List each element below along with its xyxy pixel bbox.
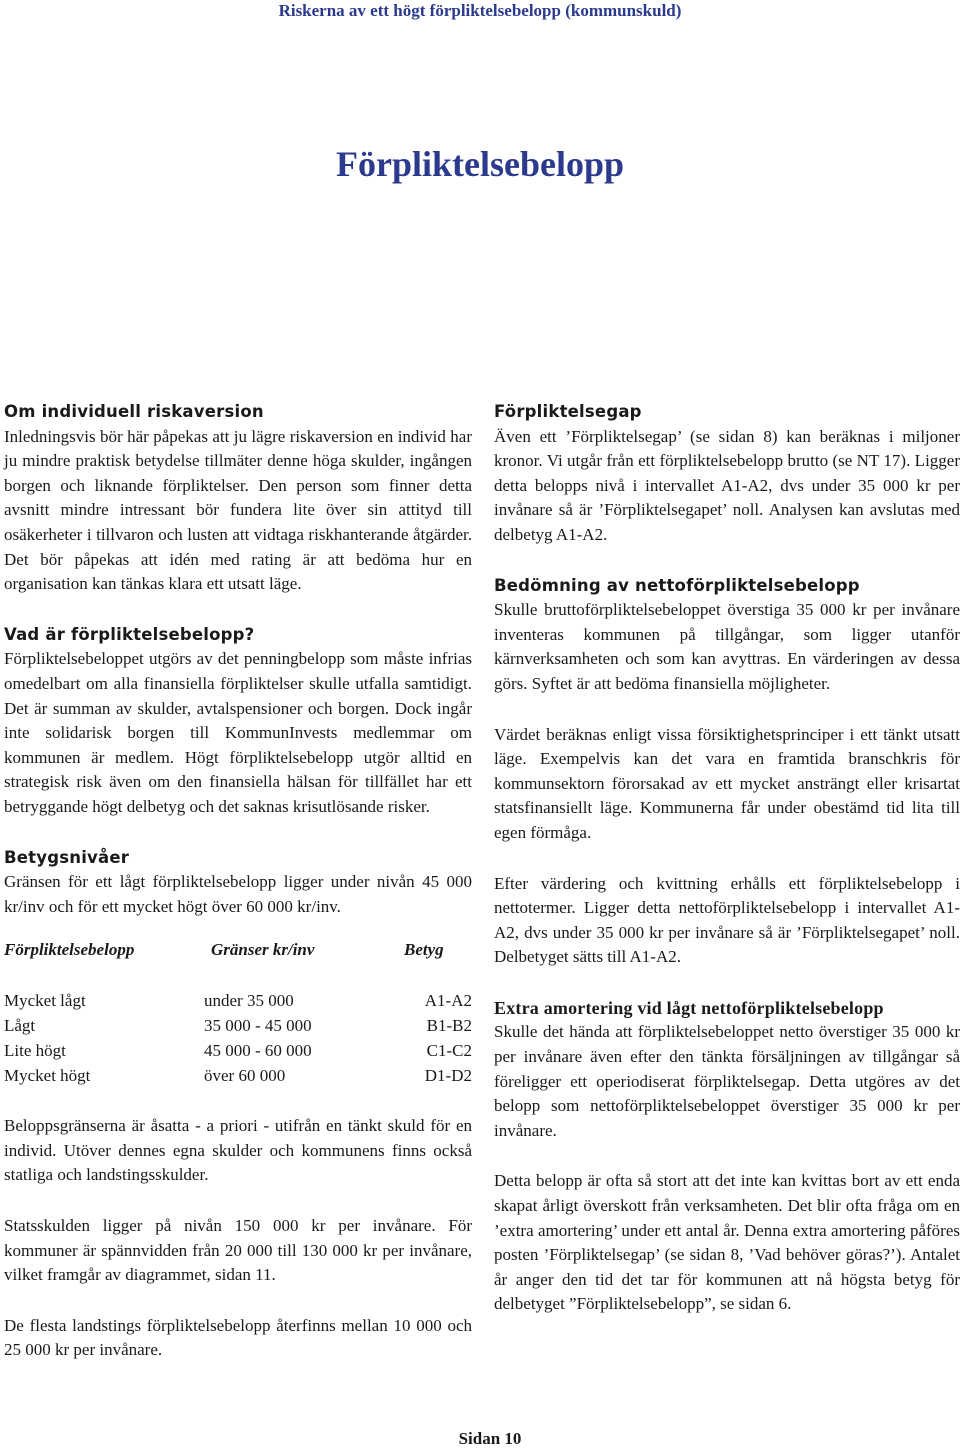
table-cell: 35 000 - 45 000 xyxy=(204,1016,312,1036)
left-column xyxy=(4,400,472,1389)
page-number-text: Sidan 10 xyxy=(458,1429,522,1448)
table-cell: Mycket högt xyxy=(4,1066,91,1086)
paragraph-landsting xyxy=(4,1314,472,1363)
paragraph-text: Värdet beräknas enligt vissa försiktighetsprinciper i ett tänkt utsatt läge. Exempelvis kan det vara en framtida branschkris för kommunsektorn förorsakad av ett mycket ansträngt eller krisartat statsfinansiellt läge. Kommunerna får under obestämd tid lita till egen förmåga. xyxy=(494,724,960,842)
table-cell: under 35 000 xyxy=(204,991,294,1011)
section-forpliktelsegap xyxy=(494,400,960,548)
table-cell: A1-A2 xyxy=(424,991,472,1011)
section-text: Inledningsvis bör här påpekas att ju lägre riskaversion en individ har ju mindre praktisk betydelse tillmäter denne höga skulder, ingången borgen och liknande förpliktelser. Den person som finner detta avsnitt mindre intressant bör fundera lite över sin attityd till osäkerheter i tillvaron och lusten att vidtaga riskhanterande åtgärder. Det bör påpekas att idén med rating är att bedöma hur en organisation kan tänkas klara ett utsatt läge. xyxy=(4,426,472,594)
section-vad-ar xyxy=(4,623,472,820)
grade-table xyxy=(4,937,472,1088)
section-extra-amortering xyxy=(494,996,960,1144)
table-cell: D1-D2 xyxy=(424,1066,472,1086)
section-heading: Betygsnivåer xyxy=(4,847,130,867)
running-header: Riskerna av ett högt förpliktelsebelopp (kommunskuld) xyxy=(278,1,682,20)
paragraph-statsskulden xyxy=(4,1214,472,1288)
table-row xyxy=(4,988,472,1013)
section-heading: Vad är förpliktelsebelopp? xyxy=(4,624,255,644)
section-text: Förpliktelsebeloppet utgörs av det penningbelopp som måste infrias omedelbart om alla finansiella förpliktelser skulle utfalla samtidigt. Det är summan av skulder, avtalspensioner och borgen. Dock ingår inte solidarisk borgen till KommunInvests medlemmar om kommunen är medlem. Högt förpliktelsebelopp utgör alltid en strategisk risk även om den finansiella hälsan för tillfället har ett betryggande högt delbetyg och det saknas krisutlösande risker. xyxy=(4,649,472,816)
table-cell: över 60 000 xyxy=(204,1066,286,1086)
paragraph-text: Statsskulden ligger på nivån 150 000 kr per invånare. För kommuner är spännvidden från 20 000 till 130 000 kr per invånare, vilket framgår av diagrammet, sidan 11. xyxy=(4,1216,472,1285)
section-heading: Extra amortering vid lågt nettoförpliktelsebelopp xyxy=(494,997,884,1018)
paragraph-text: Efter värdering och kvittning erhålls ett förpliktelsebelopp i nettotermer. Ligger detta nettoförpliktelsebelopp i intervallet A1-A2, dvs under 35 000 kr per invånare så är ’Förpliktelsegapet’ noll. Delbetyget sätts till A1-A2. xyxy=(494,873,960,967)
table-cell: C1-C2 xyxy=(426,1041,472,1061)
table-cell: B1-B2 xyxy=(426,1016,472,1036)
paragraph-text: Detta belopp är ofta så stort att det inte kan kvittas bort av ett enda skapat årligt överskott från verksamheten. Det blir ofta fråga om en ’extra amortering’ under ett antal år. Denna extra amortering påföres posten ’Förpliktelsegap’ (se sidan 8, ’Vad behöver göras?’). Antalet år anger den tid det tar för kommunen att nå högsta betyg för delbetyget ”Förpliktelsebelopp”, se sidan 6. xyxy=(494,1171,960,1314)
page-title: Förpliktelsebelopp xyxy=(335,144,625,184)
paragraph-text: Beloppsgränserna är åsatta - a priori - utifrån en tänkt skuld för en individ. Utöver dennes egna skulder och kommunens finns också statliga och landstingsskulder. xyxy=(4,1116,472,1185)
table-cell: Mycket lågt xyxy=(4,991,86,1011)
section-riskaversion xyxy=(4,400,472,597)
table-row xyxy=(4,1038,472,1063)
table-cell: Lite högt xyxy=(4,1041,66,1061)
table-row xyxy=(4,1063,472,1088)
right-column xyxy=(494,400,960,1343)
table-header-cell: Gränser kr/inv xyxy=(211,940,315,960)
section-heading: Förpliktelsegap xyxy=(494,402,642,421)
table-header-row xyxy=(4,937,472,962)
paragraph-detta-belopp xyxy=(494,1169,960,1317)
table-header-cell: Förpliktelsebelopp xyxy=(4,940,135,960)
section-heading: Bedömning av nettoförpliktelsebelopp xyxy=(494,575,860,595)
paragraph-beloppsgranser xyxy=(4,1114,472,1188)
section-text: Även ett ’Förpliktelsegap’ (se sidan 8) kan beräknas i miljoner kronor. Vi utgår från ett förpliktelsebelopp brutto (se NT 17). Ligger detta belopps nivå i intervallet A1-A2, dvs under 35 000 kr per invånare så är ’Förpliktelsegapet’ noll. Analysen kan avslutas med delbetyg A1-A2. xyxy=(494,426,960,544)
section-text: Skulle det hända att förpliktelsebeloppet netto överstiger 35 000 kr per invånare även efter den tänkta försäljningen av tillgångar så föreligger ett operiodiserat förpliktelsegap. Detta utgöres av det belopp som nettoförpliktelsebeloppet överstiger 35 000 kr per invånare. xyxy=(494,1022,960,1140)
section-betygsnivaer xyxy=(4,846,472,920)
paragraph-vardet xyxy=(494,723,960,846)
table-header-cell: Betyg xyxy=(404,940,444,960)
paragraph-text: De flesta landstings förpliktelsebelopp återfinns mellan 10 000 och 25 000 kr per invånare. xyxy=(4,1315,472,1360)
section-text: Skulle bruttoförpliktelsebeloppet överstiga 35 000 kr per invånare inventeras kommunen på tillgångar, som ligger utanför kärnverksamheten och som kan avyttras. En värderingen av dessa görs. Syftet är att bedöma finansiella möjligheter. xyxy=(494,600,960,693)
table-cell: 45 000 - 60 000 xyxy=(204,1041,312,1061)
page-number xyxy=(0,1428,960,1450)
section-bedomning xyxy=(494,574,960,697)
table-row xyxy=(4,1013,472,1038)
table-cell: Lågt xyxy=(4,1016,36,1036)
section-heading: Om individuell riskaversion xyxy=(4,402,264,421)
section-text: Gränsen för ett lågt förpliktelsebelopp ligger under nivån 45 000 kr/inv och för ett mycket högt över 60 000 kr/inv. xyxy=(4,872,472,916)
paragraph-efter-vardering xyxy=(494,872,960,970)
